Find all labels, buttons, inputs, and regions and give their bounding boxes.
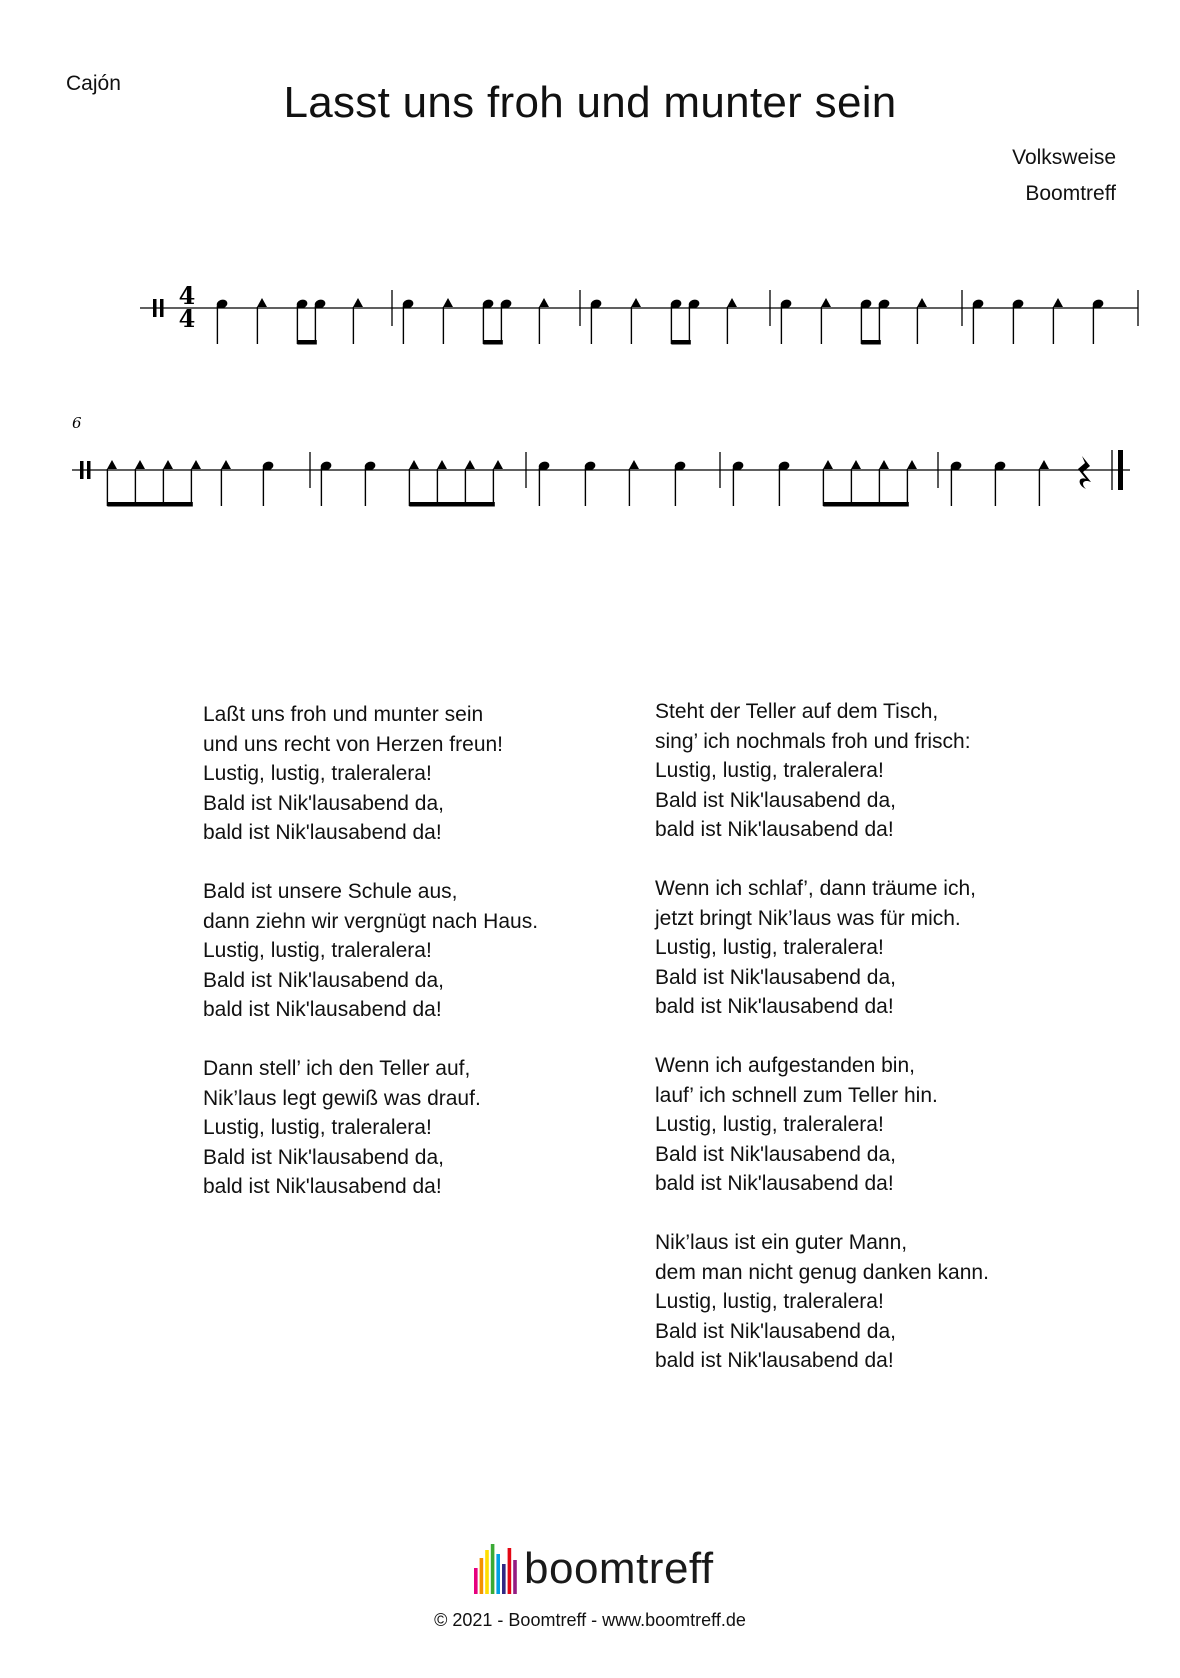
slap-notehead [353,298,363,307]
note-beam [297,340,316,345]
slap-notehead [851,460,861,469]
logo-wordmark: boomtreff [524,1544,714,1593]
time-signature-top: 4 [178,281,196,310]
logo-bar [502,1564,506,1594]
verse [203,1054,538,1202]
slap-notehead [907,460,917,469]
time-signature-bottom: 4 [178,304,196,333]
note-beam [671,340,690,345]
lyrics-column-left [203,700,538,1231]
percussion-clef [160,299,164,317]
lyric-line: dann ziehn wir vergnügt nach Haus. [203,909,539,933]
lyric-line: bald ist Nik'lausabend da! [203,998,442,1021]
lyric-line: Bald ist unsere Schule aus, [203,880,458,903]
slap-notehead [631,298,641,307]
slap-notehead [191,460,201,469]
credit-arranger: Boomtreff [1025,182,1116,205]
lyric-line: bald ist Nik'lausabend da! [655,1349,894,1372]
lyric-line: Bald ist Nik'lausabend da, [203,791,444,815]
instrument-label: Cajón [66,72,121,95]
final-barline-thick [1118,450,1123,490]
slap-notehead [1053,298,1063,307]
credit-origin: Volksweise [1012,146,1116,169]
note-beam [861,340,880,345]
verse [655,1228,989,1376]
lyric-line: Lustig, lustig, traleralera! [655,1290,884,1313]
slap-notehead [493,460,503,469]
lyric-line: Bald ist Nik'lausabend da, [203,1145,444,1169]
note-beam [823,502,908,507]
logo-bar [508,1548,512,1594]
lyric-line: Laßt uns froh und munter sein [203,703,484,726]
lyric-line: bald ist Nik'lausabend da! [655,1172,894,1195]
logo-bar [474,1568,478,1594]
percussion-clef [153,299,157,317]
lyric-line: Wenn ich aufgestanden bin, [655,1054,915,1077]
lyric-line: Lustig, lustig, traleralera! [203,762,432,785]
slap-notehead [727,298,737,307]
note-beam [409,502,494,507]
slap-notehead [409,460,419,469]
lyric-line: bald ist Nik'lausabend da! [655,818,894,841]
logo-bar [496,1554,500,1594]
lyric-line: Lustig, lustig, traleralera! [203,1116,432,1139]
verse [655,1051,989,1199]
verse [655,874,989,1022]
slap-notehead [539,298,549,307]
verse [203,877,538,1025]
note-beam [483,340,502,345]
lyrics-column-right [655,697,989,1405]
lyric-line: Bald ist Nik'lausabend da, [655,1319,896,1343]
slap-notehead [257,298,267,307]
logo-bar [480,1558,484,1594]
percussion-clef [87,461,91,479]
verse [655,697,989,845]
logo-bar [513,1560,517,1594]
lyric-line: bald ist Nik'lausabend da! [655,995,894,1018]
lyric-line: bald ist Nik'lausabend da! [203,1175,442,1198]
lyric-line: Dann stell’ ich den Teller auf, [203,1057,471,1080]
slap-notehead [879,460,889,469]
slap-notehead [821,298,831,307]
logo-bar [491,1544,495,1594]
logo-bars-icon [472,1544,522,1600]
lyric-line: Nik’laus ist ein guter Mann, [655,1231,908,1254]
slap-notehead [107,460,117,469]
lyric-line: Steht der Teller auf dem Tisch, [655,700,939,723]
lyric-line: Bald ist Nik'lausabend da, [655,965,896,989]
percussion-clef [80,461,84,479]
note-beam [107,502,192,507]
slap-notehead [135,460,145,469]
percussion-score [0,0,1180,560]
verse [203,700,538,848]
lyric-line: Bald ist Nik'lausabend da, [203,968,444,992]
lyric-line: Nik’laus legt gewiß was drauf. [203,1086,481,1110]
boomtreff-logo [472,1544,712,1600]
lyric-line: Lustig, lustig, traleralera! [655,1113,884,1136]
lyric-line: Lustig, lustig, traleralera! [655,936,884,959]
slap-notehead [917,298,927,307]
lyric-line: Lustig, lustig, traleralera! [655,759,884,782]
lyric-line: sing’ ich nochmals froh und frisch: [655,729,971,753]
page-title: Lasst uns froh und munter sein [283,78,897,127]
slap-notehead [163,460,173,469]
lyric-line: jetzt bringt Nik’laus was für mich. [655,906,961,930]
quarter-rest [1078,456,1091,489]
lyric-line: Wenn ich schlaf’, dann träume ich, [655,877,976,900]
lyric-line: lauf’ ich schnell zum Teller hin. [655,1083,938,1107]
slap-notehead [465,460,475,469]
lyric-line: Lustig, lustig, traleralera! [203,939,432,962]
slap-notehead [823,460,833,469]
lyric-line: dem man nicht genug danken kann. [655,1260,989,1284]
slap-notehead [629,460,639,469]
slap-notehead [437,460,447,469]
slap-notehead [443,298,453,307]
lyric-line: Bald ist Nik'lausabend da, [655,788,896,812]
lyric-line: und uns recht von Herzen freun! [203,732,504,756]
lyric-line: Bald ist Nik'lausabend da, [655,1142,896,1166]
lyric-line: bald ist Nik'lausabend da! [203,821,442,844]
measure-number: 6 [72,414,82,432]
slap-notehead [1039,460,1049,469]
slap-notehead [221,460,231,469]
logo-bar [485,1550,489,1594]
copyright-notice: © 2021 - Boomtreff - www.boomtreff.de [434,1610,746,1630]
